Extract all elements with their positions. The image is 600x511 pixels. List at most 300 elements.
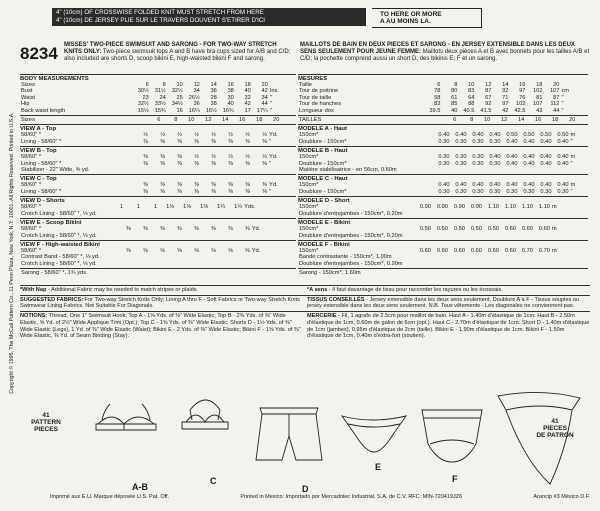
fr-view-table (298, 226, 588, 239)
fr-sizes-row-value: 12 (500, 117, 508, 124)
en-view-row-value: 1¼ (217, 204, 226, 211)
fr-view-row-value: 0.60 (504, 226, 516, 233)
fr-view-row-value: 0.40 (540, 182, 552, 189)
en-view-title: VIEW F - High-waisted Bikini (20, 241, 100, 248)
fr-view-row-value: 0.30 (438, 160, 450, 167)
sarong-drawing (498, 392, 580, 484)
yardage-chart-en (20, 74, 296, 278)
fr-body-row-value: 83 (434, 101, 441, 108)
fr-view-row (298, 189, 588, 195)
en-view-row-value: ⅝ (142, 247, 148, 254)
en-view-row-value: ½ (143, 132, 149, 139)
fr-body-row-value: 76 (519, 94, 526, 101)
fr-sizes-row (298, 117, 588, 123)
fr-view-row-value: 0.40 (540, 160, 552, 167)
en-view-row-value: ⅝ (244, 247, 250, 254)
en-view-row-value: ⅜ (176, 226, 182, 233)
en-body-row-value: 16¾ (222, 107, 234, 114)
fr-view-row-value: 0.40 (506, 182, 518, 189)
body-measurements-fr-table (298, 82, 588, 114)
fr-view-table (298, 248, 588, 267)
en-view-row-value: ⅜ (160, 154, 166, 161)
fr-view-row-value: 0.60 (453, 247, 465, 254)
en-view-row-value: ⅜ (211, 188, 217, 195)
fr-view-row-value: 0.90 (436, 204, 448, 211)
fr-body-row-label: Longueur dos (299, 107, 334, 114)
en-view-block (20, 146, 296, 174)
en-sizes-row-unit (280, 117, 296, 123)
en-body-row-value: 28 (210, 94, 217, 101)
fr-view-row (298, 233, 588, 239)
fr-body-row-unit: " (561, 107, 564, 114)
fr-view-row-value: 0.50 (436, 226, 448, 233)
fr-view-row-value: 0.40 (557, 138, 569, 145)
en-view-row-value: ⅜ (160, 188, 166, 195)
en-view-row-value: ½ (228, 154, 234, 161)
fr-sizes-row-label: TAILLES (299, 117, 322, 124)
en-view-row-label: 58/60" * (21, 226, 42, 233)
en-view-row-value: ⅜ (210, 226, 216, 233)
pattern-pieces-en-count: 41 (42, 412, 50, 419)
stretch-target-fr: A AU MOINS LA. (380, 18, 431, 25)
fr-body-row-value: 8 (454, 82, 458, 88)
en-view-row-value: ½ (177, 132, 183, 139)
fr-view-row-unit: m (551, 247, 557, 254)
fr-body-row-value: 14 (502, 82, 509, 88)
nap-en-text: - Additional Fabric may be needed to match stripes or plaids. (46, 287, 199, 293)
label-c: C (210, 476, 217, 486)
en-view-row-unit: " (269, 138, 272, 145)
en-sizes-row-value: 10 (188, 117, 195, 124)
fr-body-row-value: 10 (468, 82, 475, 88)
fr-view-row-unit: " (570, 188, 573, 195)
en-view-row-value: ⅝ (210, 247, 216, 254)
en-view-row-value: ½ (262, 154, 268, 161)
fr-body-row-value: 97 (519, 88, 526, 95)
fr-view-table (298, 154, 588, 173)
fr-view-row-value: 0.30 (455, 188, 467, 195)
fr-view-row-value: 0.40 (472, 182, 484, 189)
fr-body-row-value: 6 (437, 82, 441, 88)
fr-body-row-value: 39.5 (429, 107, 441, 114)
fabrics-en-title: SUGGESTED FABRICS: (20, 296, 84, 303)
en-sizes-row-value: 8 (174, 117, 178, 124)
en-view-table (20, 204, 296, 217)
fr-view-row-value: 0.30 (438, 138, 450, 145)
fr-body-row-value: 87 (553, 94, 560, 101)
fr-view-block (298, 218, 588, 240)
en-body-row-value: 34 (261, 94, 268, 101)
fr-view-row-label: 150cm* (299, 132, 319, 139)
fr-view-row-value: 0.30 (438, 188, 450, 195)
fr-sizes-row-value: 10 (483, 117, 491, 124)
views-en (20, 124, 296, 277)
fr-sizes-row-value: 14 (517, 117, 525, 124)
fr-body-row-value: 85 (451, 101, 458, 108)
fr-view-row-label: Sarong - 150cm*, 1.60m (299, 270, 361, 277)
en-body-row-value: 24 (159, 94, 166, 101)
fr-view-block (298, 268, 588, 277)
fr-view-row-value: 0.60 (470, 247, 482, 254)
en-view-row-value: ⅜ (143, 182, 149, 189)
en-body-row-label: Bust (21, 88, 33, 95)
fr-body-row-value: 58 (434, 94, 441, 101)
en-view-row-label: Contrast Band - 58/60" *, ⅛ yd. (21, 254, 100, 261)
en-view-row-value: ⅜ (262, 160, 268, 167)
fr-body-row-value: 40 (451, 107, 458, 114)
fr-body-row-label: Tour de poitrine (299, 88, 339, 95)
body-measurements-fr-title: MESURES (298, 76, 328, 82)
fr-view-row-value: 0.50 (506, 132, 518, 139)
en-body-row-value: 40 (244, 88, 251, 95)
description-fr (300, 42, 590, 64)
fr-body-row-value: 16 (519, 82, 526, 88)
fr-view-row-value: 0.30 (489, 160, 501, 167)
fr-view-title: MODELE C - Haut (298, 176, 348, 183)
en-body-row-value: 36 (210, 88, 217, 95)
en-view-row-value: ⅜ (194, 182, 200, 189)
fr-view-row-label: Bande contrastante - 150cm*, 1.00m (299, 254, 392, 261)
en-body-row-label: Hip (21, 101, 30, 108)
fr-view-row-value: 1.10 (487, 204, 499, 211)
en-view-row-value: ⅜ (245, 182, 251, 189)
fr-view-row-value: 0.90 (470, 204, 482, 211)
en-view-row-value: ½ (211, 132, 217, 139)
fr-view-row-value: 0.40 (489, 182, 501, 189)
fr-view-row-value: 0.30 (489, 188, 501, 195)
nap-note (20, 285, 590, 295)
fr-body-row-value: 102 (532, 88, 543, 95)
fabrics-note (20, 295, 590, 311)
body-measurements-fr (298, 74, 588, 115)
description-en-title: MISSES' TWO-PIECE SWIMSUIT AND SARONG - FOR TWO-WAY STRETCH KNITS ONLY: (64, 42, 277, 56)
notions-en-title: NOTIONS: (20, 313, 48, 320)
en-body-row-value: 10 (176, 82, 183, 88)
en-view-row-value: ⅜ (160, 160, 166, 167)
fr-body-row-value: 88 (468, 101, 475, 108)
pattern-number: 8234 (20, 44, 58, 63)
fr-view-row (298, 211, 588, 217)
fr-view-table (298, 204, 588, 217)
fr-body-row-value: 80 (451, 88, 458, 95)
body-measurements-en-title: BODY MEASUREMENTS (20, 76, 89, 82)
en-body-row-value: 25 (176, 94, 183, 101)
sizes-en-table (20, 117, 296, 123)
label-f: F (452, 474, 458, 484)
fr-view-row-value: 1.10 (504, 204, 516, 211)
pattern-pieces-fr-count: 41 (551, 418, 559, 425)
en-body-row-value: 15½ (137, 107, 149, 114)
fr-view-row-value: 0.30 (506, 188, 518, 195)
fr-body-row-value: 41.5 (480, 107, 492, 114)
fr-view-row-value: 0.40 (506, 154, 518, 161)
en-body-row-value: 20 (261, 82, 268, 88)
en-view-row-value: ⅝ (159, 247, 165, 254)
en-view-row-value: ⅜ (142, 226, 148, 233)
en-body-row-value: 34½ (171, 101, 183, 108)
en-body-row-value: 14 (210, 82, 217, 88)
fr-sizes-row-value: 6 (453, 117, 457, 124)
footer-middle: Printed in Mexico: Importado por Mercadotec Industrial, S.A. de C.V. RFC: MIN-720419JZ6 (240, 494, 463, 500)
fr-view-table (298, 132, 588, 145)
en-view-row-label: Crotch Lining - 58/60" *, ⅛ yd. (21, 232, 97, 239)
fr-view-row-value: 0.90 (453, 204, 465, 211)
sizes-row-en (20, 115, 296, 124)
en-view-row-label: 58/60" * (21, 182, 42, 189)
en-view-row-value: ⅜ (143, 160, 149, 167)
fr-body-row-label: Tour de hanches (299, 101, 342, 108)
en-view-title: VIEW B - Top (20, 148, 57, 155)
en-body-row-value: 6 (145, 82, 149, 88)
body-measurements-en-table (20, 82, 296, 114)
fr-view-row-label: Doublure - 150cm* (299, 188, 347, 195)
label-a-b: A-B (132, 482, 148, 492)
sizes-fr-table (298, 117, 588, 123)
fr-body-row-value: 20 (553, 82, 560, 88)
fr-view-row-value: 0.40 (438, 132, 450, 139)
en-sizes-row-value: 12 (205, 117, 212, 124)
fr-view-row-value: 1.10 (521, 204, 533, 211)
en-view-row-value: ½ (245, 154, 251, 161)
fr-view-title: MODELE E - Bikini (298, 220, 351, 227)
fr-view-block (298, 196, 588, 218)
en-view-row-value: ⅝ (227, 247, 233, 254)
fr-body-row-value: 97 (502, 101, 509, 108)
fr-view-row-value: 0.30 (540, 188, 552, 195)
fr-view-row-value: 0.50 (487, 226, 499, 233)
en-view-row-value: ⅜ (160, 138, 166, 145)
fr-view-row-unit: m (570, 154, 576, 161)
en-view-row-value: ⅜ (143, 154, 149, 161)
en-view-row-value: ½ (262, 132, 268, 139)
en-sizes-row-value: 18 (256, 117, 263, 124)
en-body-row-value: 31½ (154, 88, 166, 95)
en-view-block (20, 196, 296, 218)
en-view-row-value: ⅜ (177, 188, 183, 195)
en-body-row-value: 16¼ (188, 107, 200, 114)
stretch-gauge-line-en: 4" (10cm) OF CROSSWISE FOLDED KNIT MUST STRETCH FROM HERE (56, 9, 264, 16)
label-e: E (375, 462, 382, 472)
bra-top-ab-drawing (96, 404, 156, 430)
fr-view-title: MODELE B - Haut (298, 148, 348, 155)
fr-view-row-value: 0.30 (489, 138, 501, 145)
en-body-row-value: 26½ (188, 94, 200, 101)
en-body-row-value: 15¾ (154, 107, 166, 114)
en-view-row-value: 1 (153, 204, 158, 211)
fr-body-row-unit: " (561, 101, 564, 108)
en-view-title: VIEW A - Top (20, 126, 57, 133)
en-view-row-label: 58/60" * (21, 154, 42, 161)
fr-view-row-value: 0.40 (540, 154, 552, 161)
fr-body-row-value: 107 (549, 88, 560, 95)
fr-view-row-value: 0.40 (523, 160, 535, 167)
en-view-block (20, 218, 296, 240)
pattern-pieces-fr-label-1: PIECES (543, 425, 567, 432)
en-view-row-label: Lining - 58/60" * (21, 138, 62, 145)
fr-view-row-value: 0.40 (489, 154, 501, 161)
en-body-row-value: 17¼ (256, 107, 268, 114)
fr-view-row-value: 0.60 (538, 226, 550, 233)
en-view-row (20, 167, 296, 173)
fr-view-row-value: 0.40 (455, 182, 467, 189)
fr-sizes-row-value: 16 (534, 117, 542, 124)
fr-view-row-value: 0.50 (453, 226, 465, 233)
description-en (64, 42, 294, 64)
fr-view-row-value: 1.10 (538, 204, 550, 211)
en-view-block (20, 268, 296, 277)
en-body-row-value: 36 (193, 101, 200, 108)
notes-section (20, 285, 590, 341)
fr-view-block (298, 124, 588, 146)
en-body-row-value: 34 (193, 88, 200, 95)
en-view-row-unit: Yd. (251, 226, 261, 233)
en-view-row-value: ½ (194, 154, 200, 161)
high-waisted-bikini-f-drawing (422, 410, 482, 462)
nap-fr-text: - Il faut davantage de tissu pour raccorder les rayures ou les écossais. (327, 287, 503, 293)
en-view-row-unit: Yd. (251, 247, 261, 254)
en-view-title: VIEW D - Shorts (20, 198, 65, 205)
pattern-pieces-fr-label-2: DE PATRON (536, 432, 574, 439)
en-view-row (20, 261, 296, 267)
fr-view-row-value: 0.50 (540, 132, 552, 139)
en-body-row-value: 16½ (205, 107, 217, 114)
fr-body-row-unit: " (561, 94, 564, 101)
en-view-row-value: 1⅛ (183, 204, 192, 211)
en-view-row-value: ⅝ (125, 247, 131, 254)
fr-view-row-value: 0.40 (523, 138, 535, 145)
fr-view-row-value: 0.50 (523, 132, 535, 139)
fr-view-table (298, 270, 588, 276)
en-view-row-label: 58/60" * (21, 132, 42, 139)
en-body-row-unit: " (269, 107, 272, 114)
en-view-table (20, 182, 296, 195)
fr-view-row (298, 139, 588, 145)
fr-view-row (298, 261, 588, 267)
pattern-pieces-en-label-1: PATTERN (31, 419, 61, 426)
en-body-row-value: 38 (227, 88, 234, 95)
fr-view-row-label: 150cm* (299, 226, 319, 233)
fr-view-row-value: 0.30 (472, 188, 484, 195)
en-view-row-value: ⅜ (262, 138, 268, 145)
en-body-row-value: 16 (176, 107, 183, 114)
en-view-row-value: ⅜ (227, 226, 233, 233)
fr-view-row-value: 0.60 (521, 226, 533, 233)
fr-view-row-value: 0.30 (523, 188, 535, 195)
fr-view-row-label: 150cm* (299, 204, 319, 211)
en-body-row-value: 18 (244, 82, 251, 88)
fr-view-row-value: 0.30 (472, 160, 484, 167)
fr-view-row-unit: m (570, 182, 576, 189)
fr-body-row-unit: cm (561, 88, 570, 95)
en-view-row-unit: " (269, 188, 272, 195)
fr-sizes-row-unit (576, 117, 588, 123)
fr-view-row-value: 0.40 (523, 182, 535, 189)
fr-view-title: MODELE D - Short (298, 198, 350, 205)
en-view-row-value: ⅜ (245, 188, 251, 195)
en-view-row-value: ⅜ (193, 226, 199, 233)
fr-view-row-label: 150cm* (299, 247, 319, 254)
fr-view-table (298, 182, 588, 195)
fr-view-row-value: 0.70 (521, 247, 533, 254)
fr-body-row-value: 12 (485, 82, 492, 88)
fabrics-en-text: For Two-way Stretch Knits Only; Lining A thru F - Soft Fabrics or Two-way Stretch Knits Swimwear Lining Fabrics. Not Suitable For Diagonals. (20, 296, 300, 310)
fr-sizes-row-value: 20 (568, 117, 576, 124)
fr-view-row-value: 0.40 (540, 138, 552, 145)
fr-sizes-row-value: 8 (470, 117, 474, 124)
fr-body-row-value: 40.5 (463, 107, 475, 114)
nap-fr-title: *A sens (307, 287, 328, 293)
en-view-block (20, 174, 296, 196)
en-body-row-value: 30½ (137, 88, 149, 95)
en-view-row-value: ⅜ (143, 138, 149, 145)
notions-fr-title: MERCERIE (307, 313, 337, 320)
en-view-row-label: Crotch Lining - 58/60" *, ⅛ yd. (21, 260, 97, 267)
en-body-row-value: 17 (244, 107, 251, 114)
fr-view-row-label: Doublure - 150cm* (299, 160, 347, 167)
fr-view-row (298, 167, 588, 173)
fr-body-row-value: 83 (468, 88, 475, 95)
fr-view-row-unit: m (551, 204, 557, 211)
en-body-row-value: 32½ (137, 101, 149, 108)
en-view-row-value: ½ (228, 132, 234, 139)
sizes-row-fr (298, 115, 588, 124)
en-view-row-value: 1⅛ (200, 204, 209, 211)
en-view-row-value: ½ (194, 132, 200, 139)
fr-view-row-label: Doublure d'entrejambes - 150cm*, 0.20m (299, 210, 403, 217)
fr-view-block (298, 174, 588, 196)
en-view-row-value: ½ (160, 132, 166, 139)
fr-body-row-value: 43 (536, 107, 543, 114)
en-view-row-value: ⅜ (211, 138, 217, 145)
fr-view-title: MODELE F - Bikini (298, 241, 350, 248)
fr-view-row-label: Doublure d'entrejambes - 150cm*, 0.20m (299, 232, 403, 239)
fr-body-row-value: 42.5 (514, 107, 526, 114)
en-body-row-value: 44 (261, 101, 268, 108)
en-view-block (20, 240, 296, 268)
en-view-row-label: 58/60" * (21, 247, 42, 254)
en-view-row (20, 189, 296, 195)
scoop-bikini-e-drawing (342, 416, 406, 452)
en-view-title: VIEW C - Top (20, 176, 57, 183)
en-view-row-label: Sarong - 58/60" *, 1¾ yds. (21, 270, 88, 277)
en-body-row-value: 32½ (171, 88, 183, 95)
nap-en-title: *With Nap (20, 287, 47, 293)
en-sizes-row-value: 20 (273, 117, 280, 124)
fr-body-row-value: 102 (515, 101, 526, 108)
en-body-row-value: 40 (227, 101, 234, 108)
fr-view-row-value: 0.70 (538, 247, 550, 254)
en-view-row-label: Stabilizer - 22" Wide, ⅝ yd. (21, 167, 90, 174)
fr-view-row-value: 0.50 (470, 226, 482, 233)
en-view-row (20, 211, 296, 217)
en-view-row-value: ½ (211, 154, 217, 161)
fr-view-row-value: 0.60 (436, 247, 448, 254)
fr-body-row-value: 81 (536, 94, 543, 101)
en-view-row-value: ⅜ (228, 160, 234, 167)
fr-view-row-value: 0.40 (557, 160, 569, 167)
en-view-row-unit: Yd. (269, 182, 278, 189)
en-view-table (20, 154, 296, 173)
garment-drawings (20, 380, 590, 498)
en-body-row-label: Waist (21, 94, 36, 101)
fr-body-row-value: 64 (468, 94, 475, 101)
en-view-row-value: ⅜ (159, 226, 165, 233)
en-body-row-value: 38 (210, 101, 217, 108)
description-fr-title: MAILLOTS DE BAIN EN DEUX PIECES ET SARONG - EN JERSEY EXTENSIBLE DANS LES DEUX SENS SEULEMENT POUR JEUNE FEMME: (300, 42, 575, 56)
en-view-row-value: 1⅛ (166, 204, 175, 211)
fr-body-row-value: 18 (536, 82, 543, 88)
fr-view-row-value: 0.60 (419, 247, 431, 254)
